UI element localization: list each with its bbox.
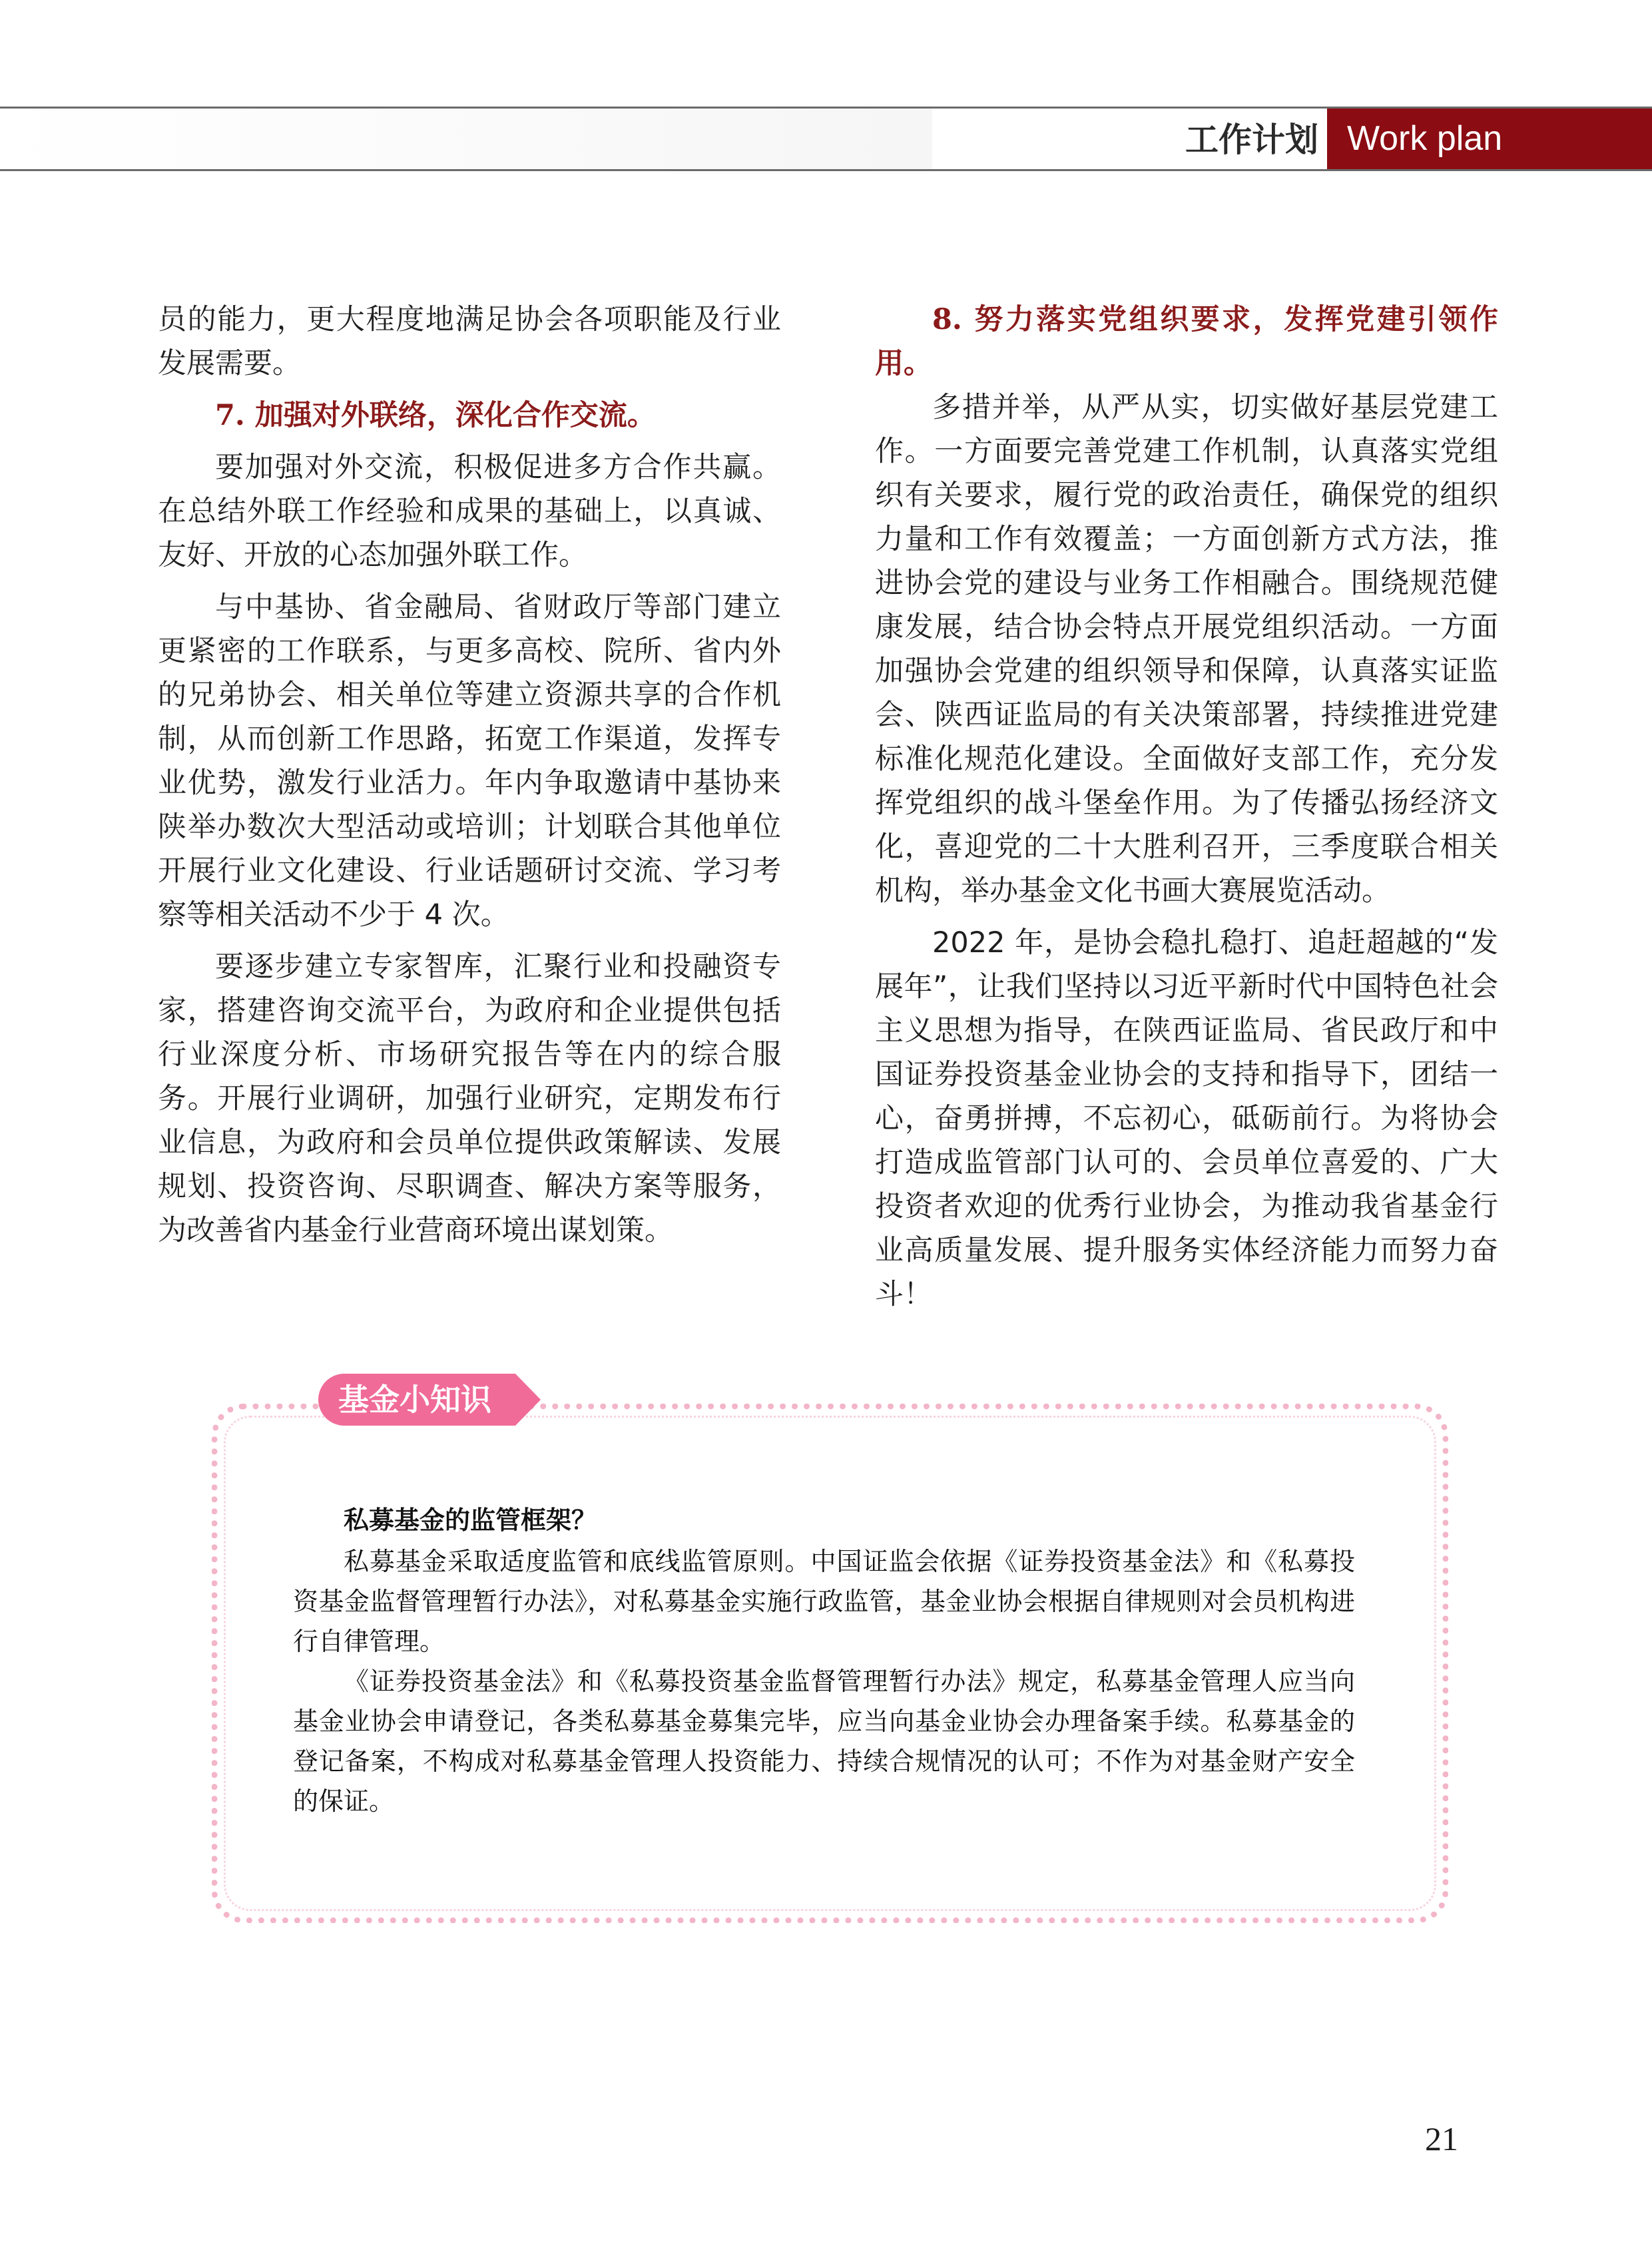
knowledge-answer: 《证券投资基金法》和《私募投资基金监督管理暂行办法》规定，私募基金管理人应当向基金业协会申请登记，各类私募基金募集完毕，应当向基金业协会办理备案手续。私募基金的登记备案，不构成对私募基金管理人投资能力、持续合规情况的认可；不作为对基金财产安全的保证。 — [293, 1667, 1355, 1816]
knowledge-content — [293, 1500, 1355, 1821]
right-column — [875, 298, 1498, 1316]
knowledge-tab-label: 基金小知识 — [318, 1374, 515, 1426]
page-number: 21 — [1425, 2120, 1458, 2157]
paragraph: 要加强对外交流，积极促进多方合作共赢。在总结外联工作经验和成果的基础上，以真诚、友好、开放的心态加强外联工作。 — [158, 451, 781, 572]
paragraph: 2022 年，是协会稳扎稳打、追赶超越的“发展年”，让我们坚持以习近平新时代中国特色社会主义思想为指导，在陕西证监局、省民政厅和中国证券投资基金业协会的支持和指导下，团结一心，奋勇拼搏，不忘初心，砥砺前行。为将协会打造成监管部门认可的、会员单位喜爱的、广大投资者欢迎的优秀行业协会，为推动我省基金行业高质量发展、提升服务实体经济能力而努力奋斗！ — [875, 926, 1498, 1311]
paragraph: 员的能力，更大程度地满足协会各项职能及行业发展需要。 — [158, 303, 781, 380]
knowledge-question: 私募基金的监管框架？ — [344, 1505, 597, 1535]
knowledge-answer: 私募基金采取适度监管和底线监管原则。中国证监会依据《证券投资基金法》和《私募投资基金监督管理暂行办法》，对私募基金实施行政监管，基金业协会根据自律规则对会员机构进行自律管理。 — [293, 1547, 1355, 1656]
left-column — [158, 298, 781, 1253]
paragraph: 与中基协、省金融局、省财政厅等部门建立更紧密的工作联系，与更多高校、院所、省内外的兄弟协会、相关单位等建立资源共享的合作机制，从而创新工作思路，拓宽工作渠道，发挥专业优势，激发行业活力。年内争取邀请中基协来陕举办数次大型活动或培训；计划联合其他单位开展行业文化建设、行业话题研讨交流、学习考察等相关活动不少于 4 次。 — [158, 591, 781, 932]
paragraph: 多措并举，从严从实，切实做好基层党建工作。一方面要完善党建工作机制，认真落实党组织有关要求，履行党的政治责任，确保党的组织力量和工作有效覆盖；一方面创新方式方法，推进协会党的建设与业务工作相融合。围绕规范健康发展，结合协会特点开展党组织活动。一方面加强协会党建的组织领导和保障，认真落实证监会、陕西证监局的有关决策部署，持续推进党建标准化规范化建设。全面做好支部工作，充分发挥党组织的战斗堡垒作用。为了传播弘扬经济文化，喜迎党的二十大胜利召开，三季度联合相关机构，举办基金文化书画大赛展览活动。 — [875, 391, 1498, 908]
paragraph: 要逐步建立专家智库，汇聚行业和投融资专家，搭建咨询交流平台，为政府和企业提供包括行业深度分析、市场研究报告等在内的综合服务。开展行业调研，加强行业研究，定期发布行业信息，为政府和会员单位提供政策解读、发展规划、投资咨询、尽职调查、解决方案等服务，为改善省内基金行业营商环境出谋划策。 — [158, 950, 781, 1247]
section-title-en: Work plan — [1327, 109, 1652, 169]
section-title-cn: 工作计划 — [1185, 121, 1318, 159]
section-heading-7: 7. 加强对外联络，深化合作交流。 — [215, 399, 656, 432]
header-rule-bottom — [0, 169, 1652, 171]
header-band — [0, 109, 932, 169]
section-heading-8: 8. 努力落实党组织要求，发挥党建引领作用。 — [875, 303, 1498, 380]
